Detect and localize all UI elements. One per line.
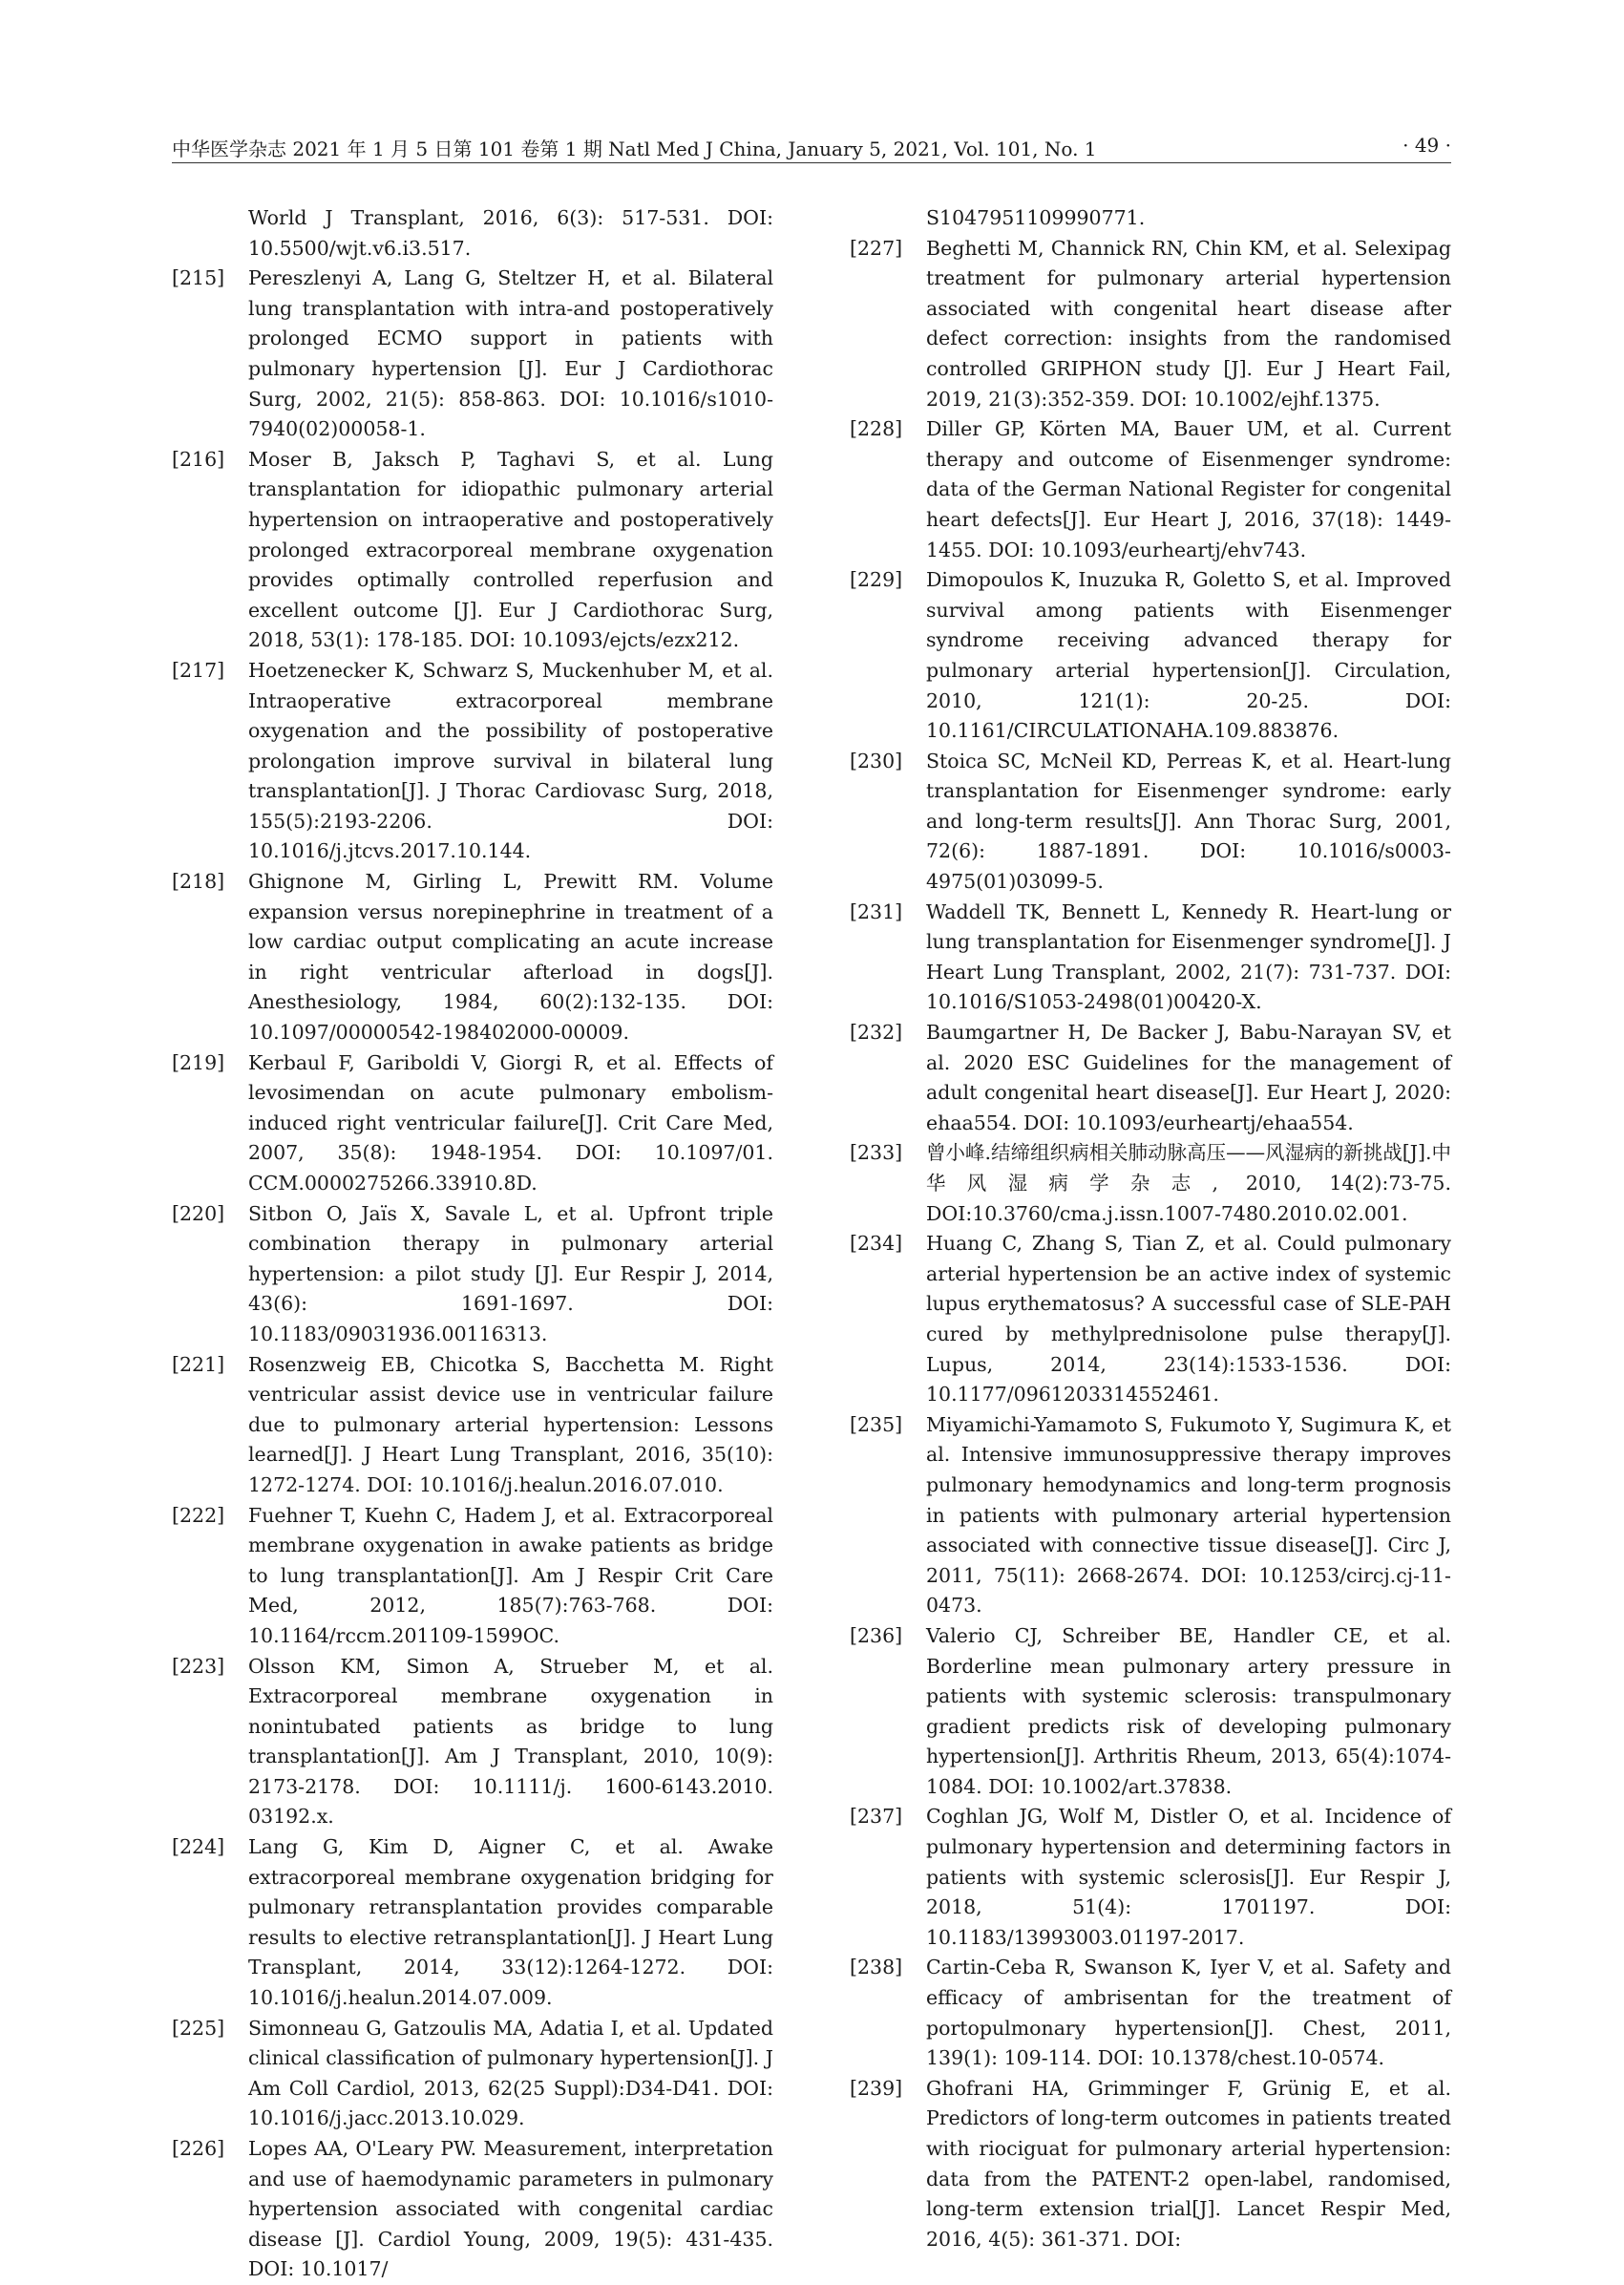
reference-text: Diller GP, Körten MA, Bauer UM, et al. Current therapy and outcome of Eisenmenger syndrome: data of the German National Register for congenital heart defects[J]. Eur Heart J, 2016, 37(18): 1449-1455. DOI: 10.1093/eurheartj/ehv743. <box>926 417 1451 561</box>
reference-item <box>172 2134 773 2285</box>
reference-number: [231] <box>850 899 903 923</box>
reference-column-left <box>172 203 773 2285</box>
reference-number: [215] <box>172 266 225 290</box>
reference-number: [223] <box>172 1654 225 1678</box>
reference-number: [234] <box>850 1232 903 1256</box>
reference-item <box>850 203 1451 234</box>
reference-number: [228] <box>850 417 903 441</box>
reference-number: [219] <box>172 1050 225 1074</box>
reference-item <box>850 898 1451 1018</box>
reference-number: [225] <box>172 2016 225 2040</box>
reference-column-right <box>850 203 1451 2254</box>
reference-text: Simonneau G, Gatzoulis MA, Adatia I, et al. Updated clinical classification of pulmonary hypertension[J]. J Am Coll Cardiol, 2013, 62(25 Suppl):D34-D41. DOI: 10.1016/j.jacc.2013.10.029. <box>248 2016 773 2130</box>
reference-text: Ghignone M, Girling L, Prewitt RM. Volume expansion versus norepinephrine in treatment of a low cardiac output complicating an acute increase in right ventricular afterload in dogs[J]. Anesthesiology, 1984, 60(2):132-135. DOI: 10.1097/00000542-198402000-00009. <box>248 870 773 1045</box>
reference-item <box>172 445 773 656</box>
reference-text: Baumgartner H, De Backer J, Babu-Narayan SV, et al. 2020 ESC Guidelines for the management of adult congenital heart disease[J]. Eur Heart J, 2020: ehaa554. DOI: 10.1093/eurheartj/ehaa554. <box>926 1021 1451 1134</box>
reference-item <box>172 1199 773 1350</box>
reference-number: [232] <box>850 1021 903 1045</box>
reference-text: Stoica SC, McNeil KD, Perreas K, et al. Heart-lung transplantation for Eisenmenger syndrome: early and long-term results[J]. Ann Thorac Surg, 2001, 72(6): 1887-1891. DOI: 10.1016/s0003-4975(01)03099-5. <box>926 749 1451 894</box>
reference-text: Fuehner T, Kuehn C, Hadem J, et al. Extracorporeal membrane oxygenation in awake patients as bridge to lung transplantation[J]. Am J Respir Crit Care Med, 2012, 185(7):763-768. DOI: 10.1164/rccm.201109-1599OC. <box>248 1503 773 1647</box>
reference-item <box>172 1652 773 1833</box>
reference-text: Miyamichi-Yamamoto S, Fukumoto Y, Sugimura K, et al. Intensive immunosuppressive therapy improves pulmonary hemodynamics and long-term prognosis in patients with pulmonary arterial hypertension associated with connective tissue disease[J]. Circ J, 2011, 75(11): 2668-2674. DOI: 10.1253/circj.cj-11-0473. <box>926 1412 1451 1618</box>
reference-text: S1047951109990771. <box>926 206 1146 229</box>
reference-text: Olsson KM, Simon A, Strueber M, et al. Extracorporeal membrane oxygenation in nonintubated patients as bridge to lung transplantation[J]. Am J Transplant, 2010, 10(9): 2173-2178. DOI: 10.1111/j. 1600-6143.2010. 03192.x. <box>248 1654 773 1829</box>
reference-item <box>172 1832 773 2014</box>
reference-text: Dimopoulos K, Inuzuka R, Goletto S, et al. Improved survival among patients with Eisenmenger syndrome receiving advanced therapy for pulmonary arterial hypertension[J]. Circulation, 2010, 121(1): 20-25. DOI: 10.1161/CIRCULATIONAHA.109.883876. <box>926 568 1451 743</box>
reference-text: 曾小峰.结缔组织病相关肺动脉高压——风湿病的新挑战[J].中华风湿病学杂志, 2010, 14(2):73-75. DOI:10.3760/cma.j.issn.1007-7480.2010.02.001. <box>926 1141 1451 1225</box>
reference-text: Lopes AA, O'Leary PW. Measurement, interpretation and use of haemodynamic parameters in pulmonary hypertension associated with congenital cardiac disease [J]. Cardiol Young, 2009, 19(5): 431-435. DOI: 10.1017/ <box>248 2137 773 2281</box>
reference-text: Kerbaul F, Gariboldi V, Giorgi R, et al. Effects of levosimendan on acute pulmonary embolism-induced right ventricular failure[J]. Crit Care Med, 2007, 35(8): 1948-1954. DOI: 10.1097/01. CCM.0000275266.33910.8D. <box>248 1050 773 1195</box>
reference-number: [238] <box>850 1956 903 1979</box>
reference-number: [239] <box>850 2076 903 2100</box>
reference-text: Waddell TK, Bennett L, Kennedy R. Heart-lung or lung transplantation for Eisenmenger syndrome[J]. J Heart Lung Transplant, 2002, 21(7): 731-737. DOI: 10.1016/S1053-2498(01)00420-X. <box>926 899 1451 1014</box>
reference-item <box>172 1350 773 1501</box>
reference-item <box>172 203 773 264</box>
reference-number: [236] <box>850 1623 903 1647</box>
reference-item <box>172 656 773 867</box>
reference-number: [226] <box>172 2137 225 2160</box>
reference-text: Lang G, Kim D, Aigner C, et al. Awake extracorporeal membrane oxygenation bridging for pulmonary retransplantation provides comparable results to elective retransplantation[J]. J Heart Lung Transplant, 2014, 33(12):1264-1272. DOI: 10.1016/j.healun.2014.07.009. <box>248 1835 773 2010</box>
reference-number: [216] <box>172 447 225 471</box>
reference-item <box>172 867 773 1048</box>
reference-number: [218] <box>172 870 225 894</box>
reference-item <box>172 264 773 445</box>
reference-text: Huang C, Zhang S, Tian Z, et al. Could pulmonary arterial hypertension be an active index of systemic lupus erythematosus? A successful case of SLE-PAH cured by methylprednisolone pulse therapy[J]. Lupus, 2014, 23(14):1533-1536. DOI: 10.1177/0961203314552461. <box>926 1232 1451 1407</box>
reference-item <box>850 1410 1451 1621</box>
journal-citation: 中华医学杂志 2021 年 1 月 5 日第 101 卷第 1 期 Natl Med J China, January 5, 2021, Vol. 101, No. 1 <box>172 138 1097 160</box>
reference-item <box>850 1229 1451 1410</box>
reference-number: [222] <box>172 1503 225 1527</box>
reference-text: Hoetzenecker K, Schwarz S, Muckenhuber M, et al. Intraoperative extracorporeal membrane oxygenation and the possibility of postoperative prolongation improve survival in bilateral lung transplantation[J]. J Thorac Cardiovasc Surg, 2018, 155(5):2193-2206. DOI: 10.1016/j.jtcvs.2017.10.144. <box>248 658 773 863</box>
reference-text: Cartin-Ceba R, Swanson K, Iyer V, et al. Safety and efficacy of ambrisentan for the treatment of portopulmonary hypertension[J]. Chest, 2011, 139(1): 109-114. DOI: 10.1378/chest.10-0574. <box>926 1956 1451 2070</box>
reference-item <box>850 414 1451 565</box>
reference-item <box>850 1953 1451 2073</box>
reference-item <box>850 747 1451 898</box>
reference-number: [230] <box>850 749 903 772</box>
reference-text: Sitbon O, Jaïs X, Savale L, et al. Upfront triple combination therapy in pulmonary arterial hypertension: a pilot study [J]. Eur Respir J, 2014, 43(6): 1691-1697. DOI: 10.1183/09031936.00116313. <box>248 1201 773 1345</box>
reference-number: [221] <box>172 1352 225 1376</box>
reference-item <box>850 234 1451 415</box>
reference-text: World J Transplant, 2016, 6(3): 517-531. DOI: 10.5500/wjt.v6.i3.517. <box>248 206 773 260</box>
reference-item <box>172 2014 773 2134</box>
page-number: · 49 · <box>1403 134 1451 157</box>
reference-text: Rosenzweig EB, Chicotka S, Bacchetta M. Right ventricular assist device use in ventricular failure due to pulmonary arterial hypertension: Lessons learned[J]. J Heart Lung Transplant, 2016, 35(10): 1272-1274. DOI: 10.1016/j.healun.2016.07.010. <box>248 1352 773 1496</box>
reference-text: Coghlan JG, Wolf M, Distler O, et al. Incidence of pulmonary hypertension and determining factors in patients with systemic sclerosis[J]. Eur Respir J, 2018, 51(4): 1701197. DOI: 10.1183/13993003.01197-2017. <box>926 1805 1451 1949</box>
reference-number: [235] <box>850 1412 903 1436</box>
reference-item <box>172 1501 773 1652</box>
running-header <box>172 134 1451 163</box>
reference-item <box>850 1802 1451 1953</box>
reference-number: [233] <box>850 1141 903 1165</box>
reference-item <box>172 1048 773 1199</box>
reference-item <box>850 1138 1451 1229</box>
reference-number: [220] <box>172 1201 225 1225</box>
reference-number: [217] <box>172 658 225 682</box>
reference-text: Valerio CJ, Schreiber BE, Handler CE, et al. Borderline mean pulmonary artery pressure in patients with systemic sclerosis: transpulmonary gradient predicts risk of developing pulmonary hypertension[J]. Arthritis Rheum, 2013, 65(4):1074-1084. DOI: 10.1002/art.37838. <box>926 1623 1451 1798</box>
reference-number: [229] <box>850 568 903 592</box>
reference-number: [227] <box>850 236 903 260</box>
reference-item <box>850 565 1451 747</box>
reference-item <box>850 2074 1451 2255</box>
reference-number: [237] <box>850 1805 903 1829</box>
reference-text: Beghetti M, Channick RN, Chin KM, et al. Selexipag treatment for pulmonary arterial hypertension associated with congenital heart disease after defect correction: insights from the randomised controlled GRIPHON study [J]. Eur J Heart Fail, 2019, 21(3):352-359. DOI: 10.1002/ejhf.1375. <box>926 236 1451 411</box>
reference-item <box>850 1018 1451 1138</box>
reference-text: Pereszlenyi A, Lang G, Steltzer H, et al. Bilateral lung transplantation with intra-and postoperatively prolonged ECMO support in patients with pulmonary hypertension [J]. Eur J Cardiothorac Surg, 2002, 21(5): 858-863. DOI: 10.1016/s1010-7940(02)00058-1. <box>248 266 773 441</box>
reference-text: Moser B, Jaksch P, Taghavi S, et al. Lung transplantation for idiopathic pulmonary arterial hypertension on intraoperative and postoperatively prolonged extracorporeal membrane oxygenation provides optimally controlled reperfusion and excellent outcome [J]. Eur J Cardiothorac Surg, 2018, 53(1): 178-185. DOI: 10.1093/ejcts/ezx212. <box>248 447 773 652</box>
reference-number: [224] <box>172 1835 225 1859</box>
reference-item <box>850 1621 1451 1803</box>
reference-text: Ghofrani HA, Grimminger F, Grünig E, et al. Predictors of long-term outcomes in patients treated with riociguat for pulmonary arterial hypertension: data from the PATENT-2 open-label, randomised, long-term extension trial[J]. Lancet Respir Med, 2016, 4(5): 361-371. DOI: <box>926 2076 1451 2251</box>
